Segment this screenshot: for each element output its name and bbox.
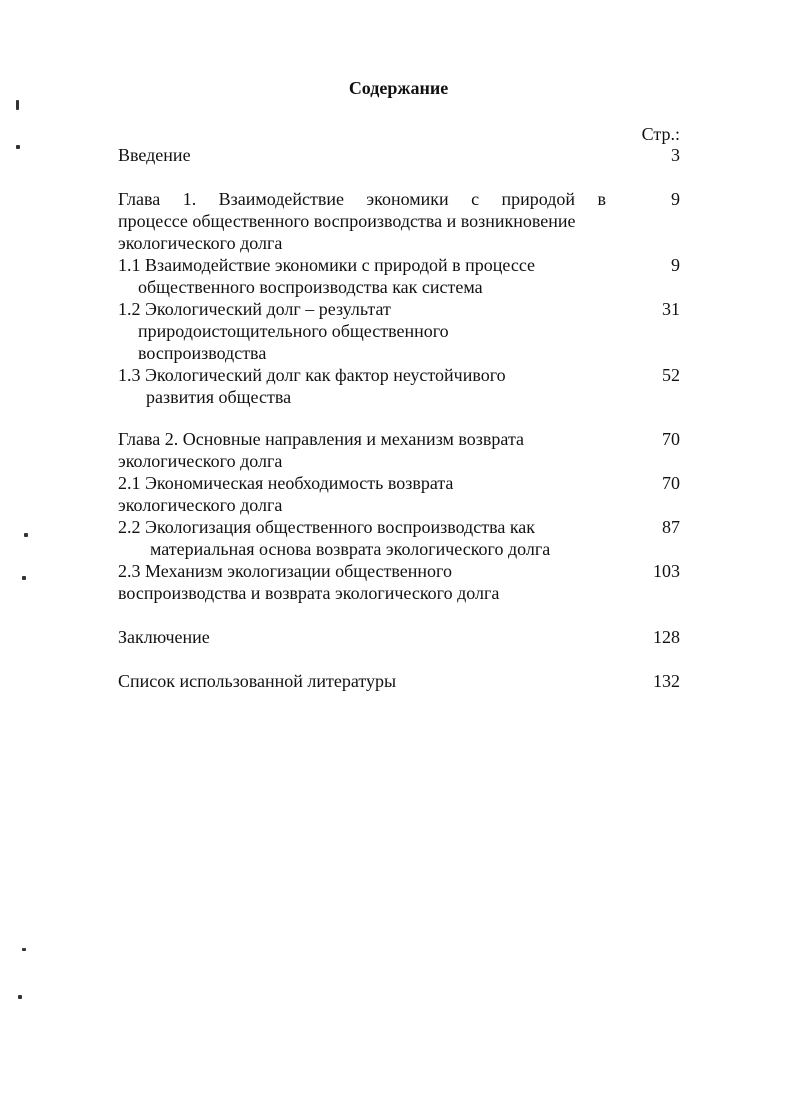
toc-entry-text <box>118 472 453 516</box>
toc-entry-bibliography <box>118 670 680 692</box>
toc-line: экологического долга <box>118 233 283 253</box>
toc-entry-text <box>118 670 396 692</box>
toc-page-number: 9 <box>671 189 680 209</box>
toc-line: Глава 1. Взаимодействие экономики с природой в <box>118 189 606 209</box>
toc-entry-text <box>118 188 606 254</box>
toc-entry-chapter-2 <box>118 428 680 472</box>
toc-line: 2.3 Механизм экологизации общественного <box>118 561 452 581</box>
toc-page-number: 132 <box>653 671 680 691</box>
toc-page-number: 128 <box>653 627 680 647</box>
toc-line: общественного воспроизводства как система <box>138 277 483 297</box>
toc-entry-text <box>118 428 524 472</box>
toc-page-number: 31 <box>662 299 680 319</box>
toc-page-number: 70 <box>662 473 680 493</box>
toc-line: 2.2 Экологизация общественного воспроизводства как <box>118 517 536 537</box>
toc-line: Заключение <box>118 627 210 647</box>
toc-line: экологического долга <box>118 451 283 471</box>
toc-entry-text <box>118 560 499 604</box>
toc-entry-chapter-1 <box>118 188 680 254</box>
toc-line: воспроизводства <box>138 343 267 363</box>
scan-speck <box>24 533 28 537</box>
toc-line: процессе общественного воспроизводства и возникновение <box>118 211 576 231</box>
toc-entry-section-1-3 <box>118 364 680 408</box>
toc-line: Введение <box>118 145 191 165</box>
toc-line: 1.3 Экологический долг как фактор неустойчивого <box>118 365 506 385</box>
toc-entry-introduction <box>118 144 680 166</box>
toc-line: Список использованной литературы <box>118 671 397 691</box>
toc-line: 2.1 Экономическая необходимость возврата <box>118 473 454 493</box>
toc-entry-section-1-2 <box>118 298 680 364</box>
toc-entry-text <box>118 364 506 408</box>
toc-entry-text <box>118 144 191 166</box>
toc-entry-text <box>118 298 449 364</box>
toc-line: развития общества <box>146 387 292 407</box>
toc-entry-section-1-1 <box>118 254 680 298</box>
scan-speck <box>22 948 26 951</box>
toc-line: природоистощительного общественного <box>138 321 449 341</box>
scan-speck <box>16 100 19 110</box>
toc-entry-conclusion <box>118 626 680 648</box>
toc-entry-text <box>118 254 535 298</box>
toc-entry-section-2-1 <box>118 472 680 516</box>
scan-speck <box>16 145 20 149</box>
toc-page-number: 87 <box>662 517 680 537</box>
toc-entry-section-2-3 <box>118 560 680 604</box>
pages-column-header: Стр.: <box>641 124 680 144</box>
toc-line: материальная основа возврата экологического долга <box>150 539 551 559</box>
toc-line: воспроизводства и возврата экологического долга <box>118 583 500 603</box>
toc-line: Глава 2. Основные направления и механизм возврата <box>118 429 525 449</box>
toc-entry-section-2-2 <box>118 516 680 560</box>
toc-page-number: 52 <box>662 365 680 385</box>
toc-page-number: 9 <box>671 255 680 275</box>
scan-speck <box>18 995 22 999</box>
page-title: Содержание <box>348 78 449 98</box>
toc-page-number: 103 <box>653 561 680 581</box>
toc-page-number: 70 <box>662 429 680 449</box>
toc-line: экологического долга <box>118 495 283 515</box>
toc-page-number: 3 <box>671 145 680 165</box>
toc-line: 1.1 Взаимодействие экономики с природой в процессе <box>118 255 536 275</box>
toc-line: 1.2 Экологический долг – результат <box>118 299 391 319</box>
toc-entry-text <box>118 516 550 560</box>
scan-speck <box>22 576 26 580</box>
toc-entry-text <box>118 626 210 648</box>
